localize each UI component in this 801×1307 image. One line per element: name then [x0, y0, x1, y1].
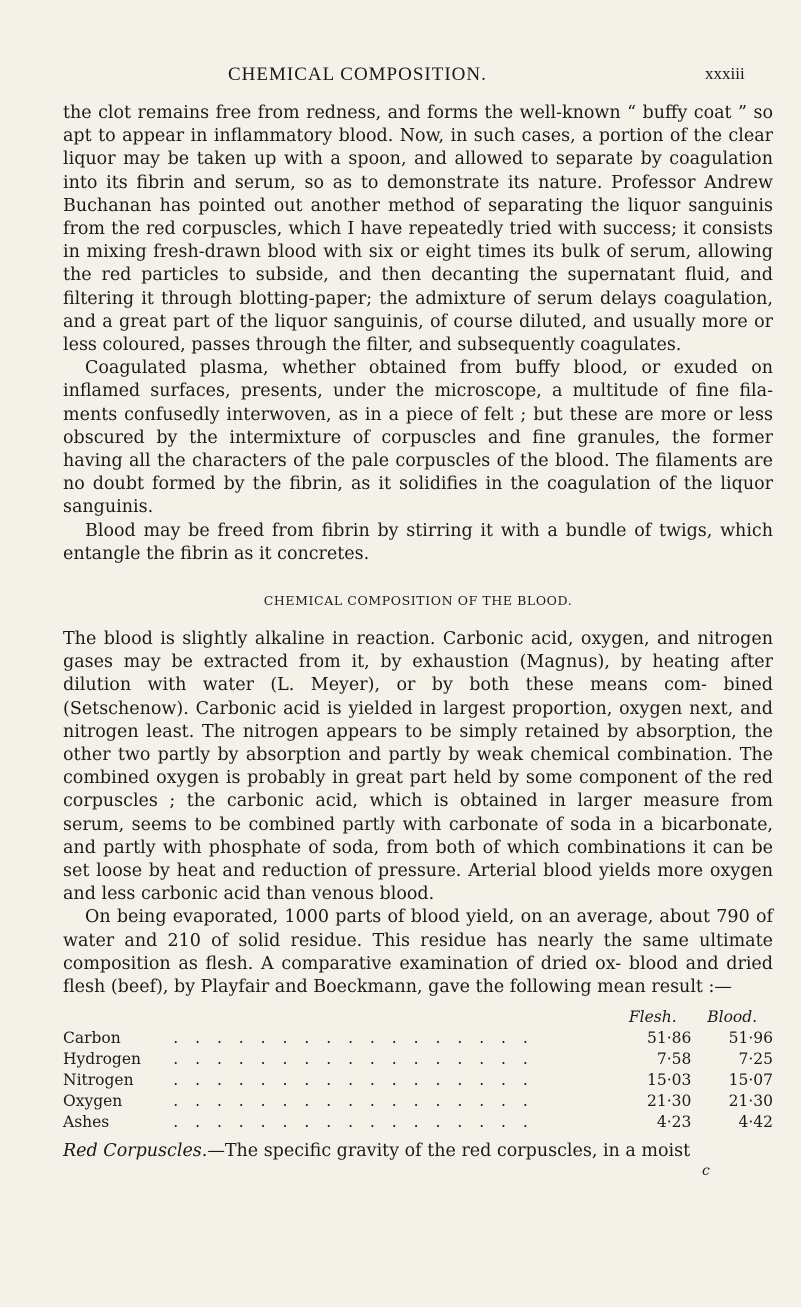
page-header: [0, 64, 801, 88]
paragraph: Blood may be freed from fibrin by stirring it with a bundle of twigs, which entangle the fibrin as it concretes.: [63, 520, 773, 564]
blood-value: 21·30: [728, 1091, 773, 1110]
column-header-blood: Blood.: [707, 1007, 758, 1026]
blood-value: 51·96: [728, 1028, 773, 1047]
paragraph: the clot remains free from redness, and forms the well-known “ buffy coat ” so apt to appear in inflammatory blood. Now, in such cases, a portion of the clear liquor may be taken up with a spoon, and allowed to separate by coagulation into its fibrin and serum, so as to demonstrate its nature. Professor Andrew Buchanan has pointed out another method of separating the liquor sanguinis from the red corpuscles, which I have repeatedly tried with success; it consists in mixing fresh-drawn blood with six or eight times its bulk of serum, allowing the red particles to subside, and then decanting the supernatant fluid, and filtering it through blotting-paper; the admixture of serum delays coagulation, and a great part of the liquor sanguinis, of course diluted, and usually more or less coloured, passes through the filter, and subsequently coagulates.: [63, 103, 773, 356]
leader-dots: . . . . . . . . . . . . . . . . .: [173, 1112, 534, 1131]
table-header-row: [63, 1006, 773, 1027]
leader-dots: . . . . . . . . . . . . . . . . .: [173, 1070, 534, 1089]
flesh-value: 21·30: [647, 1091, 692, 1110]
column-header-flesh: Flesh.: [628, 1007, 677, 1026]
paragraph: Coagulated plasma, whether obtained from buffy blood, or exuded on inflamed surfaces, presents, under the microscope, a multitude of fine fila- ments confusedly interwoven, as in a piece of felt ; but these are more or less obscured by the intermixture of corpuscles and fine granules, the former having all the characters of the pale corpuscles of the blood. The filaments are no doubt formed by the fibrin, as it solidifies in the coagulation of the liquor sanguinis.: [63, 358, 773, 518]
table-row: [63, 1069, 773, 1090]
running-title: CHEMICAL COMPOSITION.: [228, 64, 487, 85]
row-label: Nitrogen: [63, 1070, 134, 1089]
row-label: Carbon: [63, 1028, 121, 1047]
paragraph: On being evaporated, 1000 parts of blood yield, on an average, about 790 of water and 210 of solid residue. This residue has nearly the same ultimate composition as flesh. A comparative examination of dried ox- blood and dried flesh (beef), by Playfair and Boeckmann, gave the following mean result :—: [63, 907, 773, 998]
leader-dots: . . . . . . . . . . . . . . . . .: [173, 1049, 534, 1068]
section-heading: CHEMICAL COMPOSITION OF THE BLOOD.: [263, 593, 573, 608]
flesh-value: 15·03: [647, 1070, 692, 1089]
body-text-bottom: [63, 628, 773, 999]
row-label: Hydrogen: [63, 1049, 142, 1068]
flesh-value: 51·86: [647, 1028, 692, 1047]
table-row: [63, 1048, 773, 1069]
blood-value: 7·25: [738, 1049, 773, 1068]
footer-lead: Red Corpuscles.: [63, 1141, 208, 1161]
footer-line: [63, 1140, 773, 1163]
row-label: Oxygen: [63, 1091, 123, 1110]
table-row: [63, 1090, 773, 1111]
table-row: [63, 1111, 773, 1132]
paragraph: The blood is slightly alkaline in reaction. Carbonic acid, oxygen, and nitrogen gases may be extracted from it, by exhaustion (Magnus), by heating after dilution with water (L. Meyer), or by both these means com- bined (Setschenow). Carbonic acid is yielded in largest proportion, oxygen next, and nitrogen least. The nitrogen appears to be simply retained by absorption, the other two partly by absorption and partly by weak chemical combination. The combined oxygen is probably in great part held by some component of the red corpuscles ; the carbonic acid, which is obtained in larger measure from serum, seems to be combined partly with carbonate of soda in a bicarbonate, and partly with phosphate of soda, from both of which combinations it can be set loose by heat and reduction of pressure. Arterial blood yields more oxygen and less carbonic acid than venous blood.: [63, 629, 773, 905]
table-row: [63, 1027, 773, 1048]
flesh-value: 7·58: [656, 1049, 692, 1068]
page-number: xxxiii: [705, 64, 745, 83]
flesh-value: 4·23: [656, 1112, 692, 1131]
leader-dots: . . . . . . . . . . . . . . . . .: [173, 1091, 534, 1110]
signature-mark: c: [702, 1163, 710, 1179]
composition-table: [63, 1006, 773, 1132]
blood-value: 15·07: [728, 1070, 773, 1089]
footer-text: —The specific gravity of the red corpuscles, in a moist: [207, 1141, 691, 1161]
blood-value: 4·42: [738, 1112, 773, 1131]
body-text-top: [63, 102, 773, 566]
row-label: Ashes: [63, 1112, 110, 1131]
leader-dots: . . . . . . . . . . . . . . . . .: [173, 1028, 534, 1047]
